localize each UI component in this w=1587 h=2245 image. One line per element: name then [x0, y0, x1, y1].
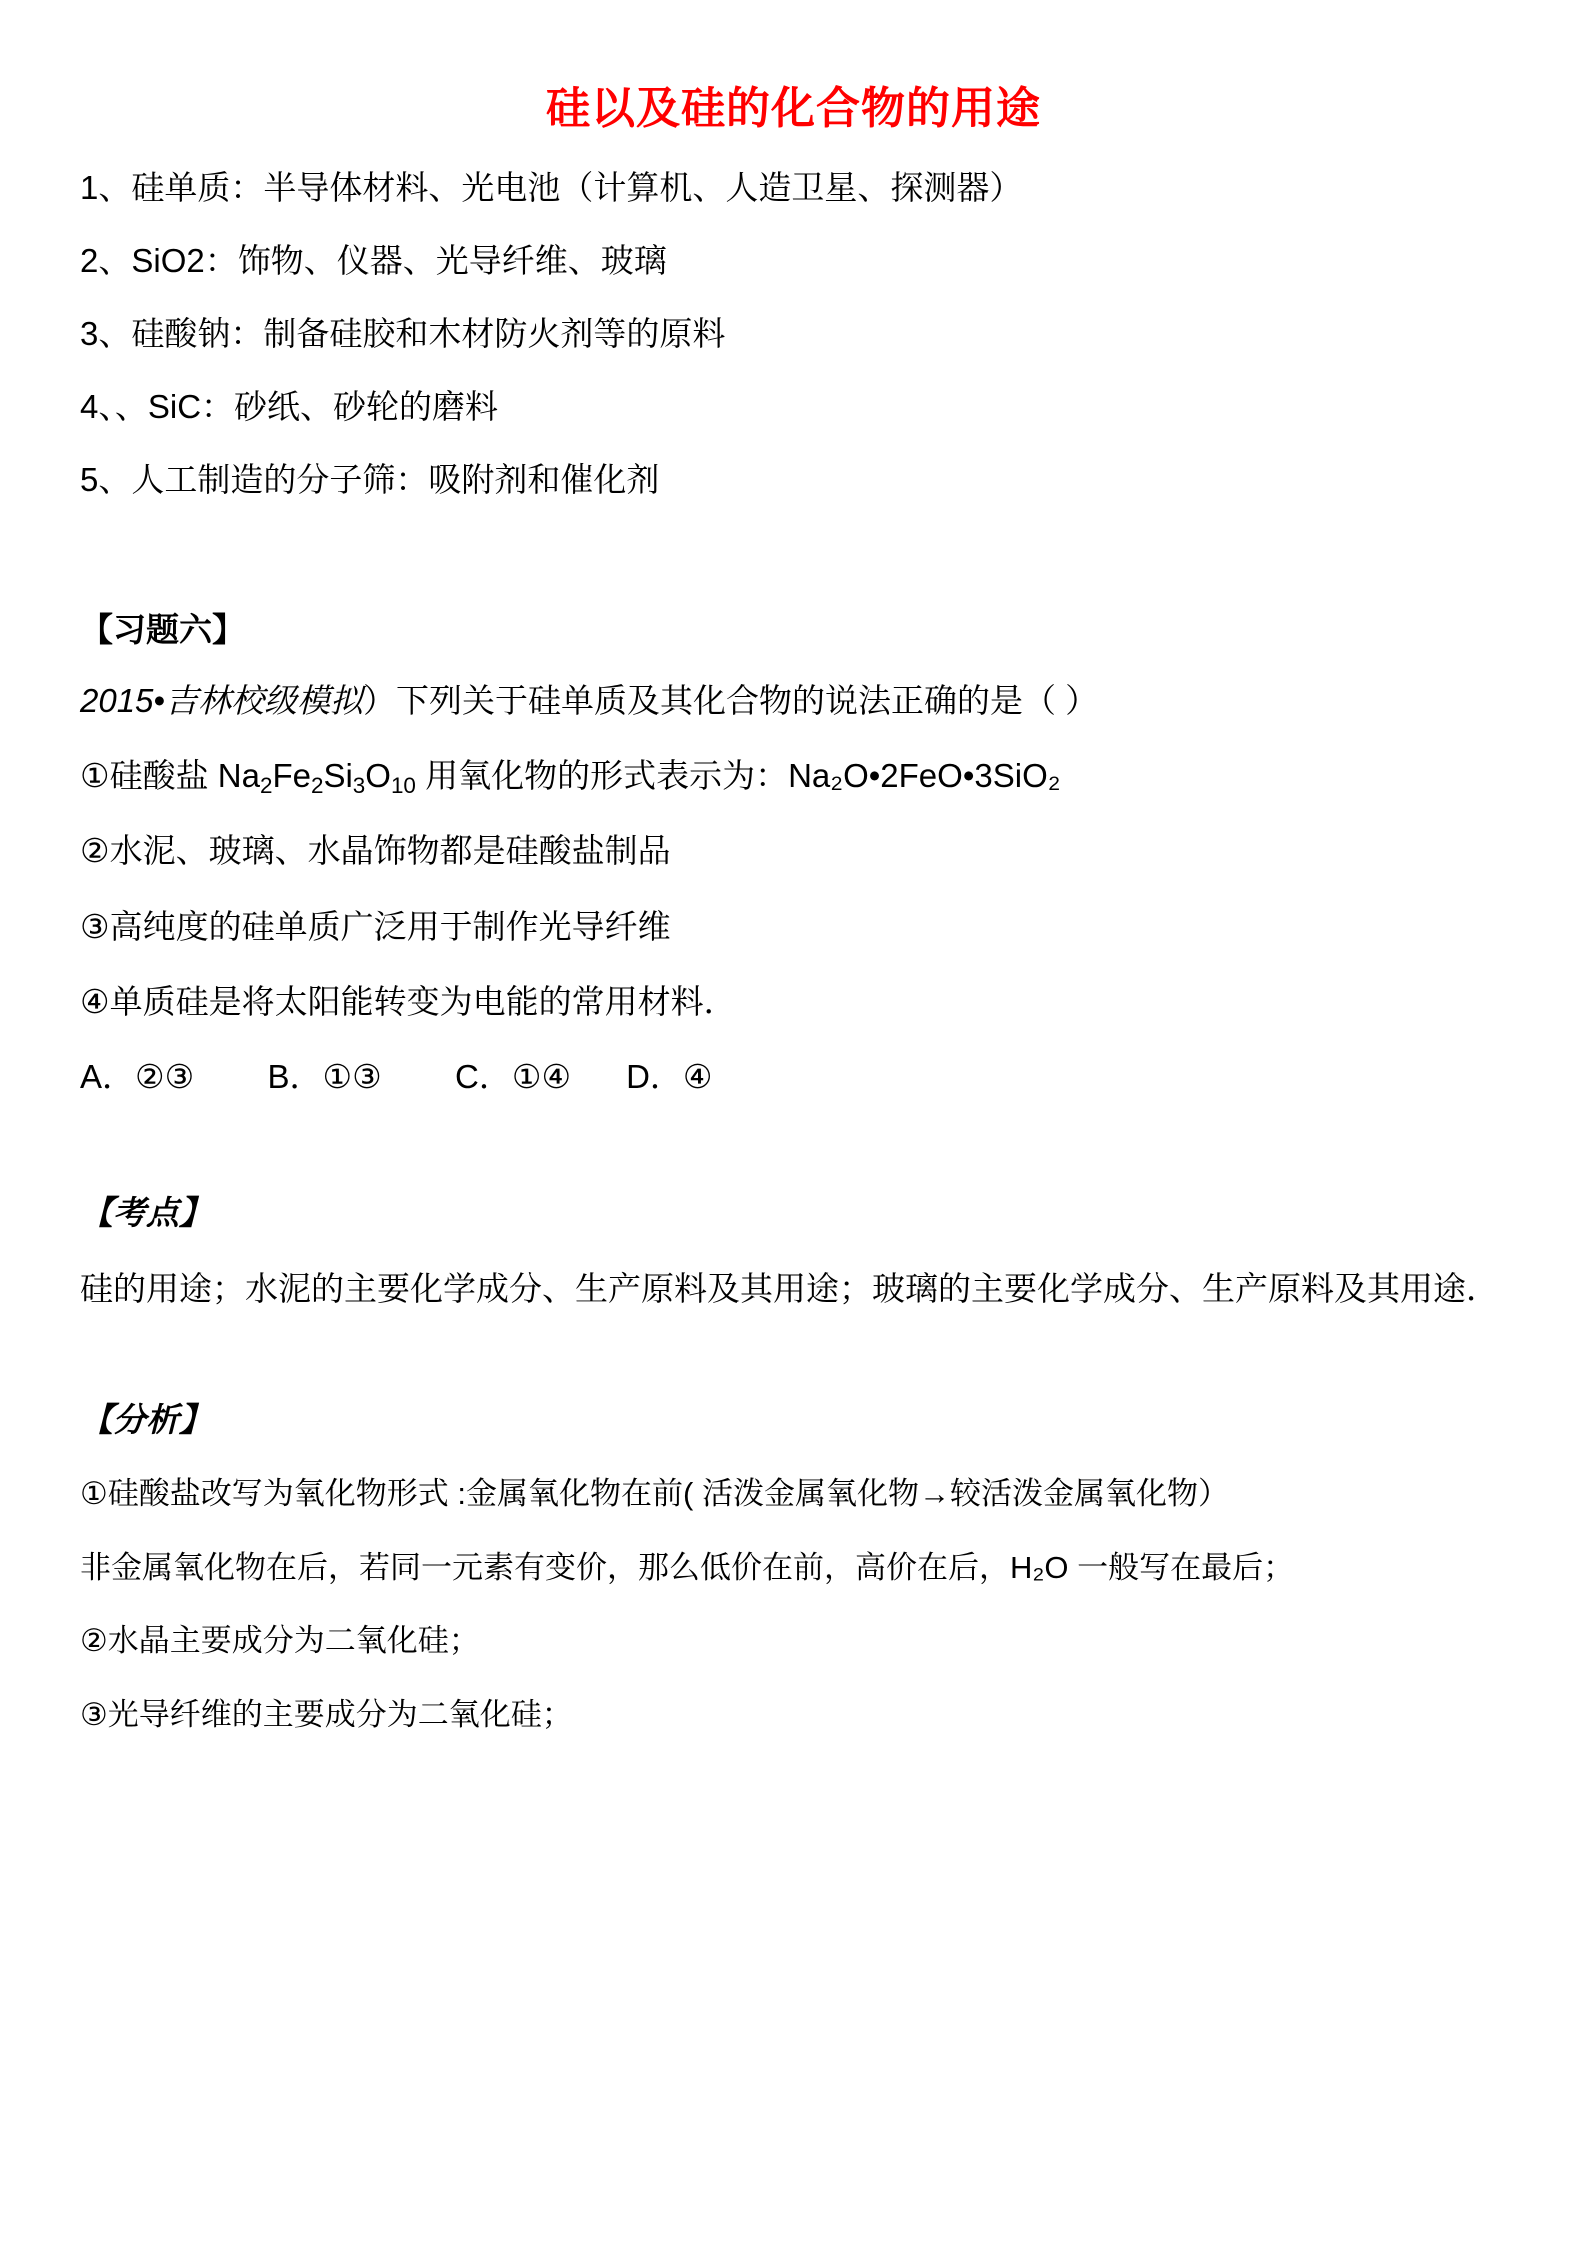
statement-1-prefix: ①硅酸盐: [80, 757, 218, 795]
analysis-line: ①硅酸盐改写为氧化物形式 :金属氧化物在前( 活泼金属氧化物→较活泼金属氧化物）: [80, 1476, 1229, 1512]
kaodian-text: 硅的用途；水泥的主要化学成分、生产原料及其用途；玻璃的主要化学成分、生产原料及其用途．: [80, 1269, 1499, 1307]
answer-options: A．②③ B．①③ C．①④ D．④: [80, 1058, 713, 1096]
formula-silicate: $Na_2Fe_2Si_3O_{10}$: [217, 757, 416, 798]
page-title: 硅以及硅的化合物的用途: [546, 84, 1041, 133]
analysis-line: ③光导纤维的主要成分为二氧化硅；: [80, 1697, 573, 1733]
exercise-heading: 【习题六】: [80, 611, 245, 649]
list-item: 4、、SiC：砂纸、砂轮的磨料: [80, 388, 499, 426]
list-item: 2、SiO2：饰物、仪器、光导纤维、玻璃: [80, 242, 667, 280]
statement-3: ③高纯度的硅单质广泛用于制作光导纤维: [80, 907, 671, 945]
analysis-line: 非金属氧化物在后，若同一元素有变价，那么低价在前，高价在后，H₂O 一般写在最后；: [80, 1549, 1295, 1585]
exercise-source-italic: 2015•吉林校级模拟: [80, 681, 363, 719]
spacer: [80, 1131, 1507, 1193]
exercise-source-tail: ）下列关于硅单质及其化合物的说法正确的是（ ）: [362, 681, 1099, 719]
list-item: 3、硅酸钠：制备硅胶和木材防火剂等的原料: [80, 315, 726, 353]
kaodian-heading: 【考点】: [80, 1194, 212, 1232]
list-item: 1、硅单质：半导体材料、光电池（计算机、人造卫星、探测器）: [80, 169, 1023, 207]
spacer: [80, 1338, 1507, 1400]
statement-4: ④单质硅是将太阳能转变为电能的常用材料．: [80, 982, 737, 1020]
analysis-line: ②水晶主要成分为二氧化硅；: [80, 1623, 480, 1659]
spacer: [80, 536, 1507, 610]
formula-oxide-form: Na₂O•2FeO•3SiO₂: [788, 757, 1061, 795]
statement-1: [80, 755, 1507, 796]
uses-list: [80, 169, 1507, 499]
fenxi-heading: 【分析】: [80, 1400, 212, 1438]
statement-2: ②水泥、玻璃、水晶饰物都是硅酸盐制品: [80, 832, 671, 870]
statement-1-middle: 用氧化物的形式表示为：: [415, 757, 789, 795]
list-item: 5、人工制造的分子筛：吸附剂和催化剂: [80, 461, 660, 499]
exercise-source: [80, 680, 1507, 721]
